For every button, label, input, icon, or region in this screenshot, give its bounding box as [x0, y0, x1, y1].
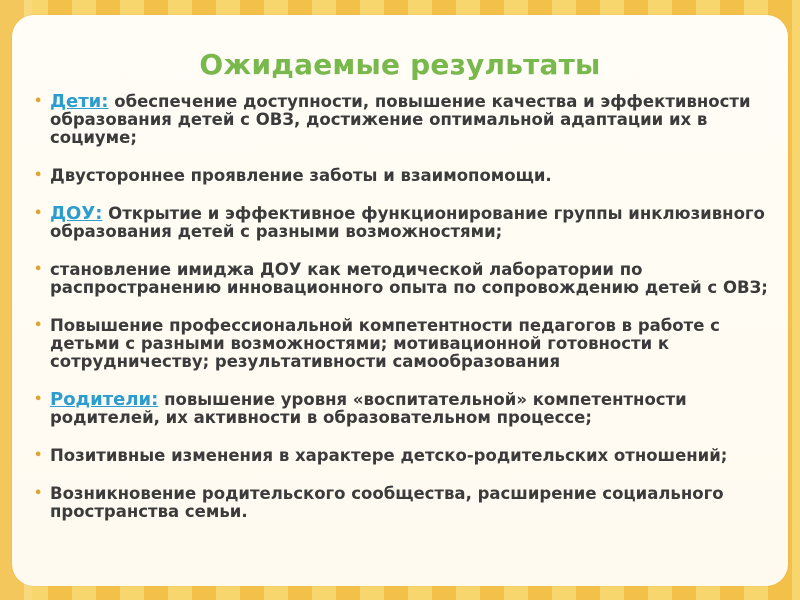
list-item: [28, 167, 776, 185]
item-text: Позитивные изменения в характере детско-родительских отношений;: [50, 446, 728, 465]
list-item: [28, 447, 776, 465]
list-item: [28, 485, 776, 521]
bullet-icon: •: [34, 168, 43, 183]
list-item: [28, 261, 776, 297]
bullet-icon: •: [34, 392, 43, 407]
item-text: Двустороннее проявление заботы и взаимопомощи.: [50, 166, 552, 185]
bullet-icon: •: [34, 318, 43, 333]
bullet-icon: •: [34, 486, 43, 501]
item-text: повышение уровня «воспитательной» компетентности родителей, их активности в образовательном процессе;: [50, 390, 687, 427]
list-item: [28, 391, 776, 427]
item-text: становление имиджа ДОУ как методической лаборатории по распространению инновационного опыта по сопровождению детей с ОВЗ;: [50, 260, 768, 297]
list-item: [28, 205, 776, 241]
bullet-icon: •: [34, 206, 43, 221]
item-text: Повышение профессиональной компетентности педагогов в работе с детьми с разными возможностями; мотивационной готовности к сотрудничеству; результативности самообразования: [50, 316, 720, 371]
bullet-icon: •: [34, 448, 43, 463]
bullet-list: [28, 93, 776, 541]
item-text: Возникновение родительского сообщества, расширение социального пространства семьи.: [50, 484, 724, 521]
item-lead: Родители:: [50, 389, 159, 410]
list-item: [28, 93, 776, 147]
content-panel: [12, 15, 788, 586]
item-text: Открытие и эффективное функционирование группы инклюзивного образования детей с разными возможностями;: [50, 204, 765, 241]
bullet-icon: •: [34, 94, 43, 109]
item-text: обеспечение доступности, повышение качества и эффективности образования детей с ОВЗ, достижение оптимальной адаптации их в социуме;: [50, 92, 751, 147]
item-lead: ДОУ:: [50, 203, 103, 224]
bullet-icon: •: [34, 262, 43, 277]
list-item: [28, 317, 776, 371]
slide-title: Ожидаемые результаты: [199, 48, 601, 81]
item-lead: Дети:: [50, 91, 109, 112]
